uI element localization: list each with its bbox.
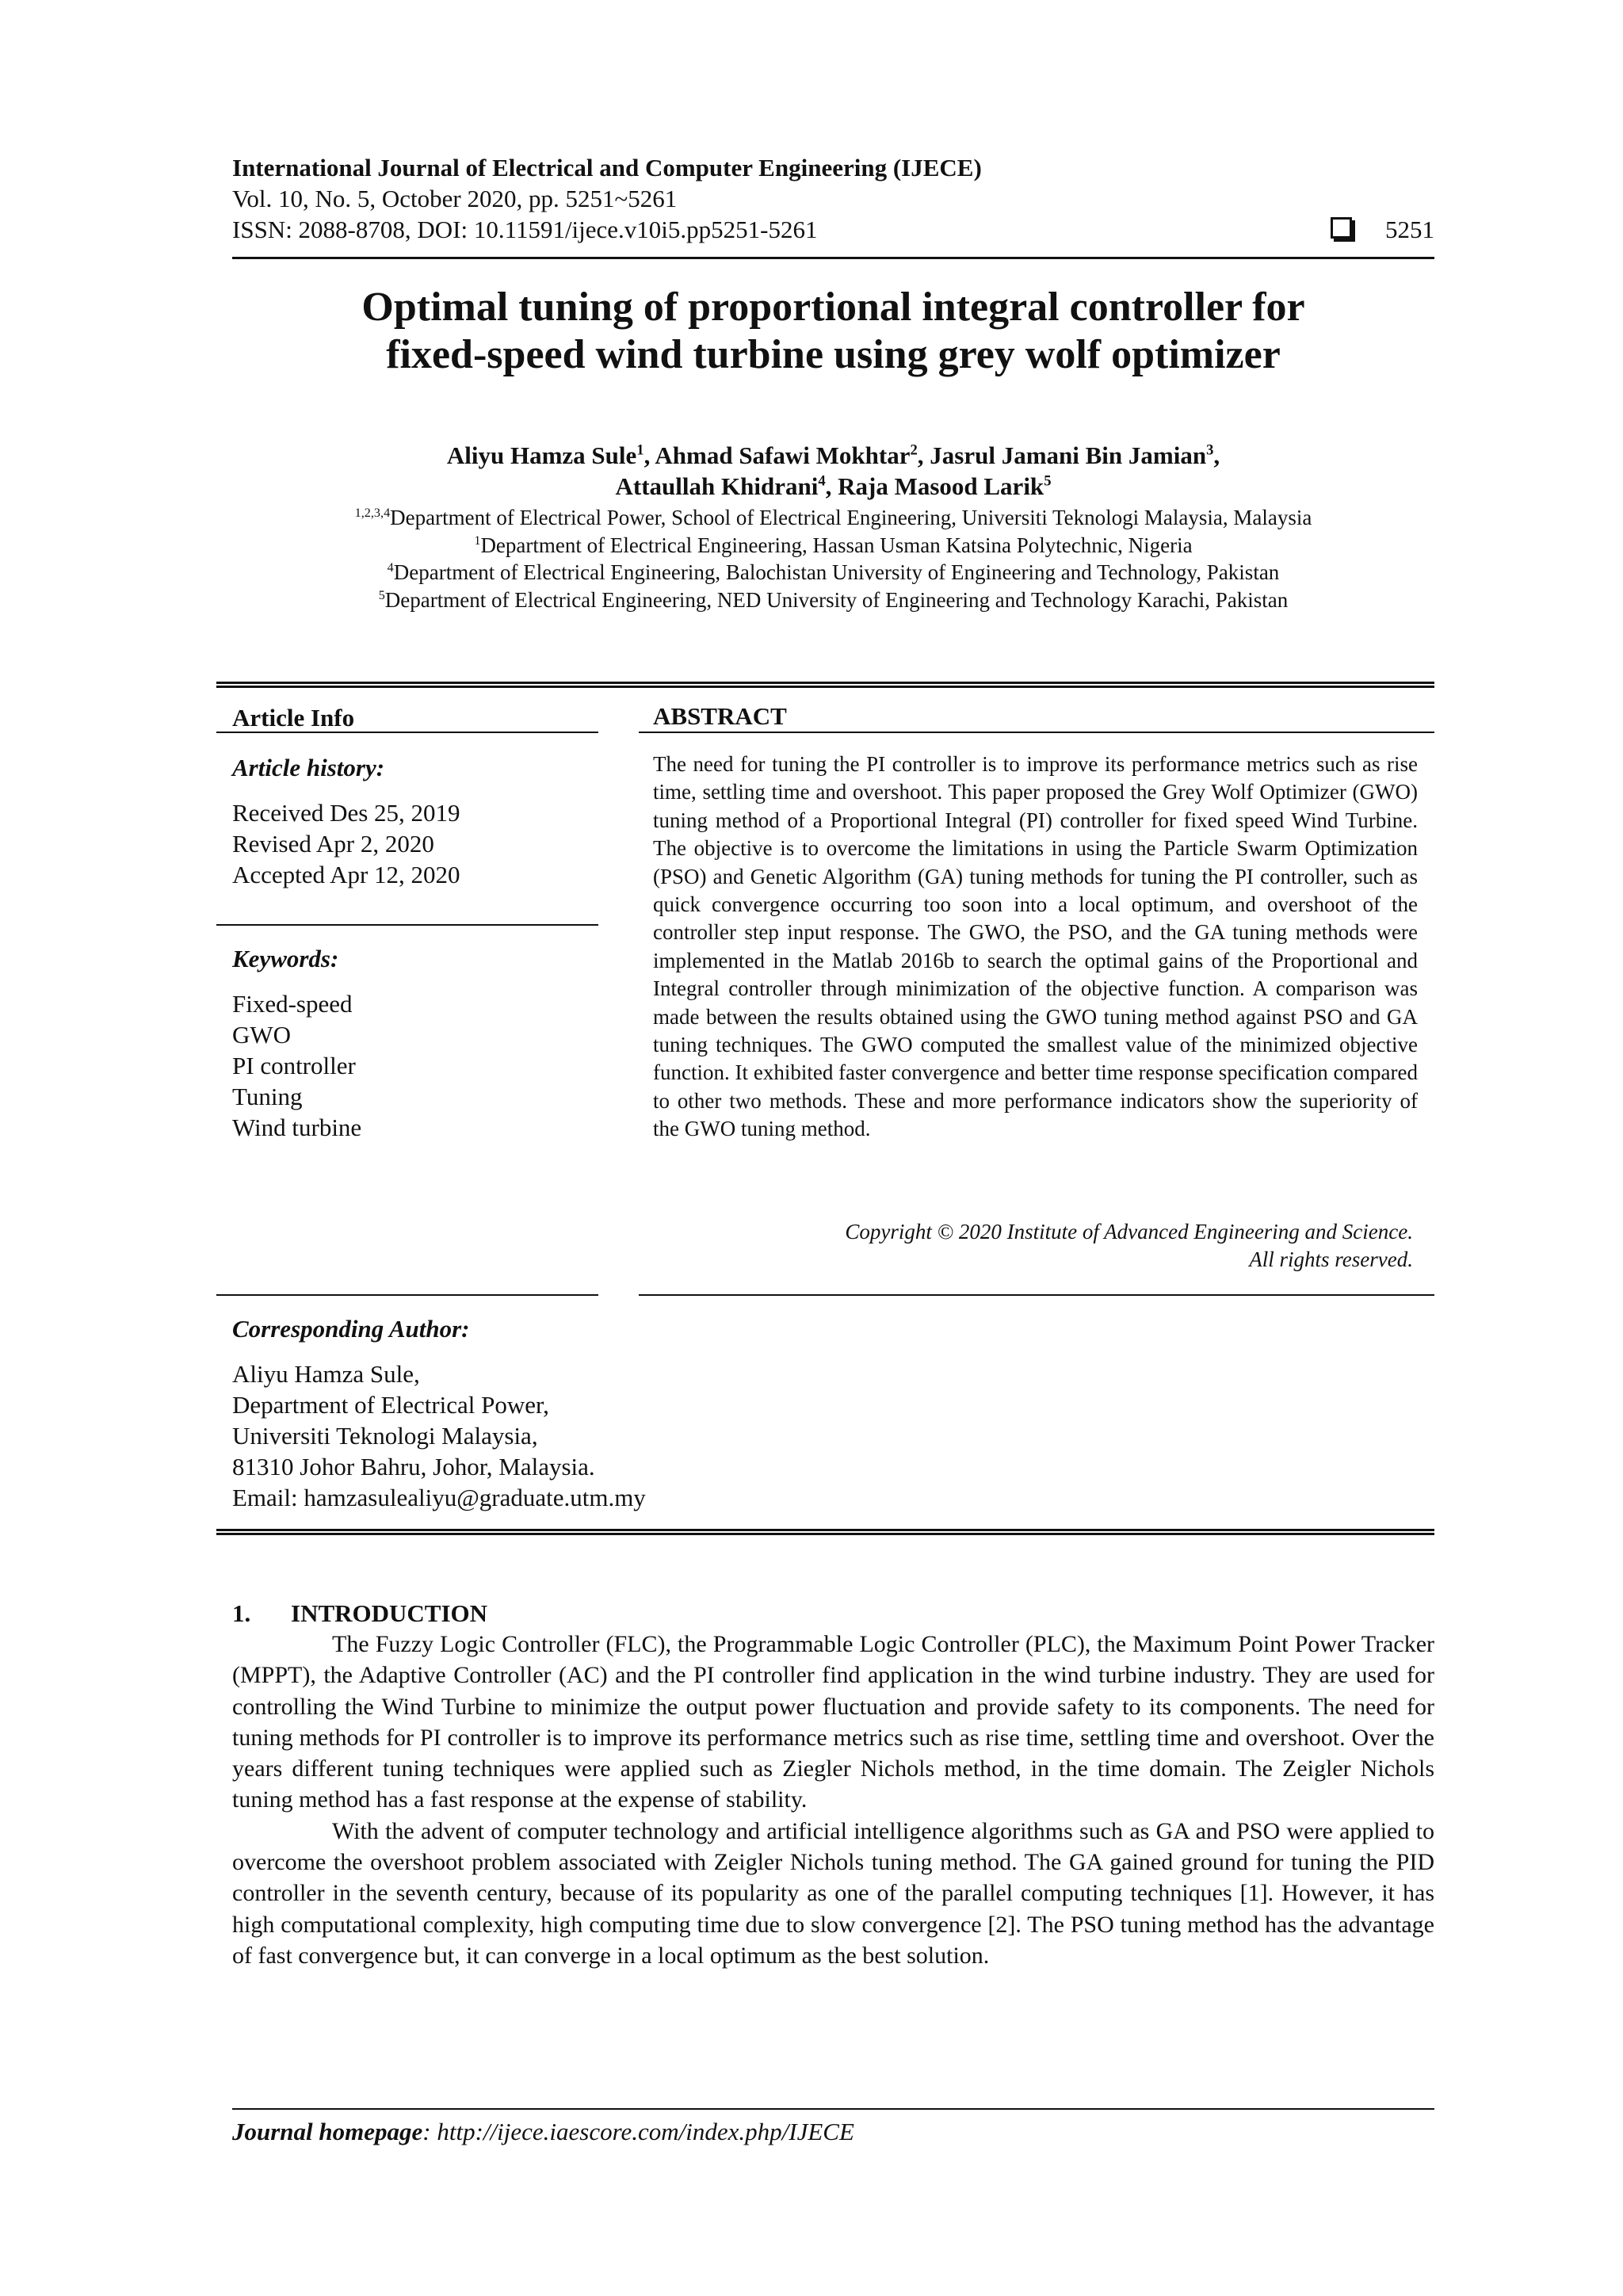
keywords-heading: Keywords: — [232, 945, 339, 972]
article-info-heading: Article Info — [232, 704, 355, 732]
accepted-date: Accepted Apr 12, 2020 — [232, 861, 460, 888]
corresponding-author-heading: Corresponding Author: — [232, 1315, 470, 1343]
author-2: Ahmad Safawi Mokhtar — [655, 441, 911, 469]
history-rule — [216, 924, 598, 926]
abstract-heading: ABSTRACT — [653, 702, 787, 730]
author-address-line: Universiti Teknologi Malaysia, — [232, 1422, 538, 1450]
section-heading-introduction — [232, 1599, 487, 1628]
abstract-rule — [639, 732, 1434, 733]
info-box-bottom-rule — [216, 1529, 1434, 1535]
keyword-item: PI controller — [232, 1052, 356, 1079]
author-address-line: Aliyu Hamza Sule, — [232, 1360, 420, 1388]
article-info-section — [232, 702, 605, 733]
abstract-bottom-rule — [639, 1294, 1434, 1296]
author-email: Email: hamzasulealiyu@graduate.utm.my — [232, 1484, 646, 1511]
title-line-2: fixed-speed wind turbine using grey wolf optimizer — [386, 332, 1281, 377]
affiliation-item: $^{1,2,3,4}$Department of Electrical Power, School of Electrical Engineering, Universiti Teknologi Malaysia, Malaysia — [354, 506, 1312, 529]
info-box-top-rule — [216, 682, 1434, 688]
introduction-body — [232, 1629, 1434, 1971]
author-3: Jasrul Jamani Bin Jamian — [930, 441, 1207, 469]
received-date: Received Des 25, 2019 — [232, 799, 460, 827]
volume-info: Vol. 10, No. 5, October 2020, pp. 5251~5261 — [232, 185, 678, 212]
homepage-url[interactable]: http://ijece.iaescore.com/index.php/IJECE — [437, 2118, 854, 2145]
keywords-section — [232, 943, 605, 1143]
footer-rule — [232, 2108, 1434, 2110]
running-header — [232, 152, 1434, 245]
abstract-text: The need for tuning the PI controller is to improve its performance metrics such as rise time, settling time and overshoot. This paper proposed the Grey Wolf Optimizer (GWO) tuning method of a Proportional Integral (PI) controller for fixed speed Wind Turbine. The objective is to overcome the limitations in using the Particle Swarm Optimization (PSO) and Genetic Algorithm (GA) tuning methods for tuning the PI controller, such as quick convergence occurring too soon into a local optimum, and overshoot of the controller step input response. The GWO, the PSO, and the GA tuning methods were implemented in the Matlab 2016b to search the optimal gains of the Proportional and Integral controller through minimization of the objective function. A comparison was made between the results obtained using the GWO tuning method against PSO and GA tuning techniques. The GWO computed the smallest value of the minimized objective function. It exhibited faster convergence and better time response specification compared to other two methods. These and more performance indicators show the superiority of the GWO tuning method. — [653, 752, 1418, 1141]
page-number-group — [1331, 214, 1434, 245]
author-4: Attaullah Khidrani — [615, 472, 819, 500]
paragraph: With the advent of computer technology and artificial intelligence algorithms such as GA and PSO were applied to overcome the overshoot problem associated with Zeigler Nichols tuning method. The GA gained ground for tuning the PID controller in the seventh century, because of its popularity as one of the parallel computing techniques [1]. However, it has high computational complexity, high computing time due to slow convergence [2]. The PSO tuning method has the advantage of fast convergence but, it can converge in a local optimum as the best solution. — [232, 1817, 1434, 1969]
title-line-1: Optimal tuning of proportional integral controller for — [361, 285, 1305, 330]
keyword-item: Tuning — [232, 1083, 303, 1110]
issn-doi: ISSN: 2088-8708, DOI: 10.11591/ijece.v10i5.pp5251-5261 — [232, 216, 818, 243]
author-1: Aliyu Hamza Sule — [446, 441, 637, 469]
affiliation-item: $^4$Department of Electrical Engineering, Balochistan University of Engineering and Technology, Pakistan — [387, 560, 1280, 584]
journal-homepage-footer: Journal homepage: http://ijece.iaescore.com/index.php/IJECE — [232, 2118, 854, 2145]
issn-row — [232, 214, 1434, 245]
paper-title — [232, 284, 1434, 379]
section-number: 1. — [232, 1599, 251, 1627]
author-address-line: 81310 Johor Bahru, Johor, Malaysia. — [232, 1453, 595, 1480]
corresponding-author-section — [232, 1313, 708, 1513]
keyword-item: GWO — [232, 1021, 292, 1049]
homepage-label: Journal homepage — [232, 2118, 423, 2145]
square-box-icon — [1331, 217, 1352, 239]
affiliation-item: $^1$Department of Electrical Engineering, Hassan Usman Katsina Polytechnic, Nigeria — [474, 533, 1193, 557]
affiliation-item: $^5$Department of Electrical Engineering, NED University of Engineering and Technology Karachi, Pakistan — [378, 587, 1289, 612]
header-rule — [232, 257, 1434, 259]
article-history-heading: Article history: — [232, 754, 385, 781]
keyword-item: Fixed-speed — [232, 990, 353, 1018]
copyright-notice: Copyright © 2020 Institute of Advanced Engineering and Science. All rights reserved. — [845, 1220, 1413, 1271]
keywords-rule — [216, 1294, 598, 1296]
affiliations — [232, 504, 1434, 613]
journal-name: International Journal of Electrical and Computer Engineering (IJECE) — [232, 154, 982, 181]
keyword-item: Wind turbine — [232, 1114, 362, 1141]
article-history — [232, 752, 605, 890]
paragraph: The Fuzzy Logic Controller (FLC), the Programmable Logic Controller (PLC), the Maximum Point Power Tracker (MPPT), the Adaptive Controller (AC) and the PI controller find application in the wind turbine industry. They are used for controlling the Wind Turbine to minimize the output power fluctuation and provide safety to its components. The need for tuning methods for PI controller is to improve its performance metrics such as rise time, settling time and overshoot. Over the years different tuning techniques were applied such as Ziegler Nichols method, in the time domain. The Zeigler Nichols tuning method has a fast response at the expense of stability. — [232, 1631, 1434, 1813]
section-title: INTRODUCTION — [291, 1599, 488, 1627]
author-list: Aliyu Hamza Sule$^1$, Ahmad Safawi Mokhtar$^2$, Jasrul Jamani Bin Jamian$^3$, Attaullah Khidrani$^4$, Raja Masood Larik$^5$ — [446, 441, 1220, 500]
revised-date: Revised Apr 2, 2020 — [232, 830, 434, 858]
author-5: Raja Masood Larik — [838, 472, 1044, 500]
author-address-line: Department of Electrical Power, — [232, 1391, 549, 1419]
page-number: 5251 — [1385, 216, 1434, 243]
